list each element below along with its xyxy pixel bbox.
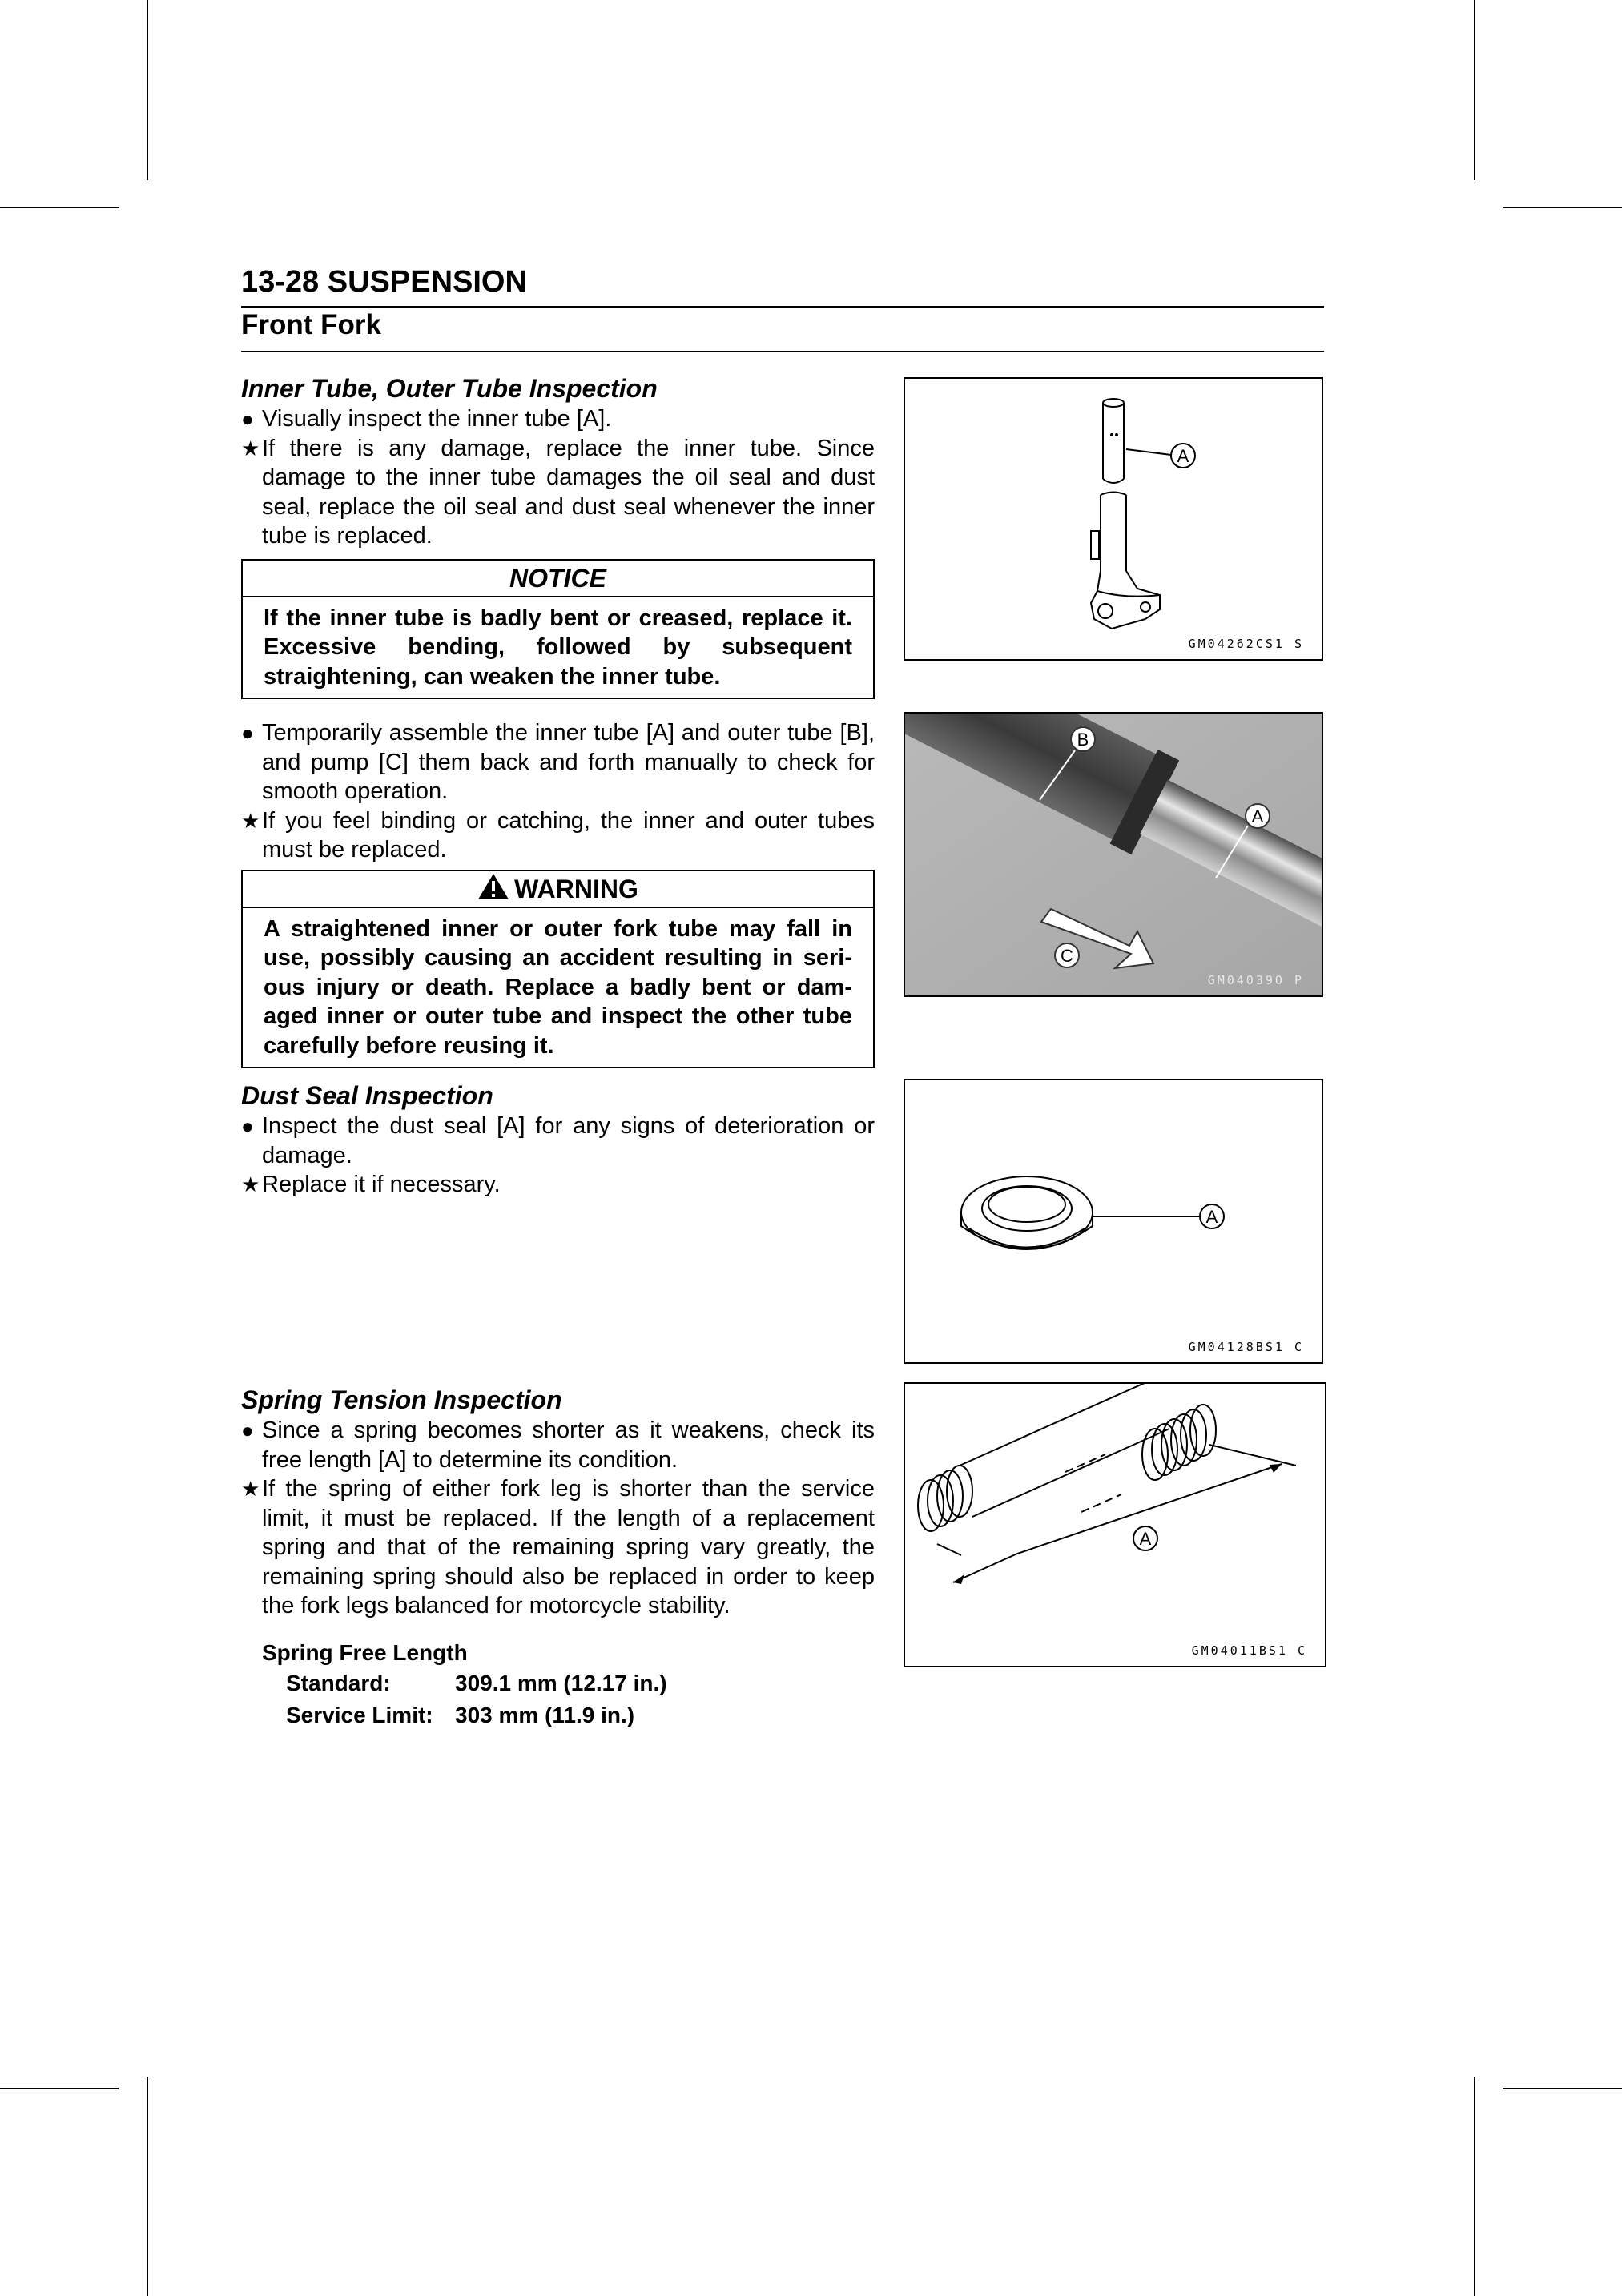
list-item-text: If the spring of either fork leg is shorter than the service limit, it must be replaced. If the length of a replacement spring and that of the remaining spring vary greatly, the remaining spring should also be replaced in order to keep the fork legs balanced for motorcycle stability.: [262, 1476, 875, 1618]
spec-row: [241, 1699, 875, 1731]
list-item: [241, 1474, 875, 1621]
subsection-title: Spring Tension Inspection: [241, 1385, 562, 1414]
warning-triangle-icon: [477, 873, 509, 900]
figure-code: GM04262CS1 S: [1188, 637, 1304, 651]
crop-mark: [1474, 2077, 1475, 2296]
section-title: Front Fork: [241, 309, 381, 340]
list-item: [241, 1112, 875, 1170]
dust-seal-section: [241, 1080, 875, 1200]
star-icon: ★: [241, 436, 260, 460]
crop-mark: [0, 207, 119, 208]
section-rule: [241, 351, 1324, 352]
list-item-text: Inspect the dust seal [A] for any signs of deterioration or damage.: [262, 1113, 875, 1168]
subsection-title: Inner Tube, Outer Tube Inspection: [241, 374, 658, 403]
list-item-text: Temporarily assemble the inner tube [A] and outer tube [B], and pump [C] them back and forth manually to check for smooth operation.: [262, 720, 875, 804]
list-item-text: If there is any damage, replace the inner tube. Since damage to the inner tube damages the oil seal and dust seal, replace the oil seal and dust seal whenever the inner tube is replaced.: [262, 435, 875, 549]
list-item: [241, 404, 875, 434]
list-item-text: Visually inspect the inner tube [A].: [262, 406, 612, 432]
page-title: 13-28 SUSPENSION: [241, 265, 527, 299]
spec-value: 303 mm (11.9 in.): [455, 1702, 635, 1727]
figure-code: GM04011BS1 C: [1191, 1643, 1307, 1658]
list-item-text: Since a spring becomes shorter as it weakens, check its free length [A] to determine its condition.: [262, 1417, 875, 1473]
star-icon: ★: [241, 1172, 260, 1196]
callout-a: A: [1139, 1529, 1152, 1549]
list-item: [241, 434, 875, 551]
figure-code: GM04039O P: [1207, 973, 1304, 987]
list-item-text: If you feel binding or catching, the inner and outer tubes must be replaced.: [262, 807, 875, 863]
figure-inner-tube: [904, 377, 1323, 661]
star-icon: ★: [241, 1477, 260, 1501]
inner-tube-drawing: [905, 379, 1322, 659]
notice-body: If the inner tube is badly bent or creased, replace it. Excessive bending, followed by subsequent straightening, can weaken the inner tube.: [264, 605, 852, 690]
figure-spring: [904, 1382, 1326, 1667]
notice-heading: NOTICE: [243, 561, 873, 597]
fork-tube-photo: [905, 714, 1322, 995]
inner-outer-section: [241, 372, 875, 1068]
spec-title: Spring Free Length: [262, 1639, 468, 1665]
bullet-icon: ●: [241, 1114, 254, 1138]
bullet-icon: ●: [241, 721, 254, 745]
crop-mark: [147, 0, 148, 180]
star-icon: ★: [241, 808, 260, 833]
callout-a: A: [1177, 446, 1189, 466]
list-item: [241, 1416, 875, 1474]
callout-b: B: [1077, 730, 1089, 750]
warning-box: [241, 870, 875, 1069]
crop-mark: [1503, 207, 1622, 208]
spec-value: 309.1 mm (12.17 in.): [455, 1670, 667, 1695]
list-item-text: Replace it if necessary.: [262, 1172, 501, 1197]
warning-heading: WARNING: [514, 874, 638, 903]
warning-heading-row: [243, 871, 873, 908]
crop-mark: [1474, 0, 1475, 180]
callout-c: C: [1061, 946, 1073, 966]
spring-drawing: [905, 1384, 1325, 1666]
list-item: [241, 806, 875, 865]
crop-mark: [147, 2077, 148, 2296]
warning-body: A straightened inner or outer fork tube may fall in use, possibly causing an accident resulting in seri-ous injury or death. Replace a badly bent or dam-aged inner or outer tube and inspect the other tube carefully before reusing it.: [264, 915, 852, 1059]
subsection-title: Dust Seal Inspection: [241, 1081, 493, 1110]
figure-code: GM04128BS1 C: [1188, 1340, 1304, 1354]
crop-mark: [1503, 2088, 1622, 2089]
list-item: [241, 1170, 875, 1200]
bullet-icon: ●: [241, 407, 254, 431]
crop-mark: [0, 2088, 119, 2089]
bullet-icon: ●: [241, 1418, 254, 1442]
dust-seal-drawing: [905, 1080, 1322, 1362]
figure-dust-seal: [904, 1079, 1323, 1364]
spec-label: Service Limit:: [286, 1702, 433, 1727]
list-item: [241, 718, 875, 806]
spec-label: Standard:: [286, 1670, 391, 1695]
callout-a: A: [1205, 1207, 1218, 1227]
page-header: [241, 264, 1324, 352]
callout-a: A: [1251, 806, 1264, 826]
spec-row: [241, 1667, 875, 1699]
notice-box: [241, 559, 875, 700]
spring-tension-section: [241, 1384, 875, 1731]
figure-fork-tube-photo: [904, 712, 1323, 997]
